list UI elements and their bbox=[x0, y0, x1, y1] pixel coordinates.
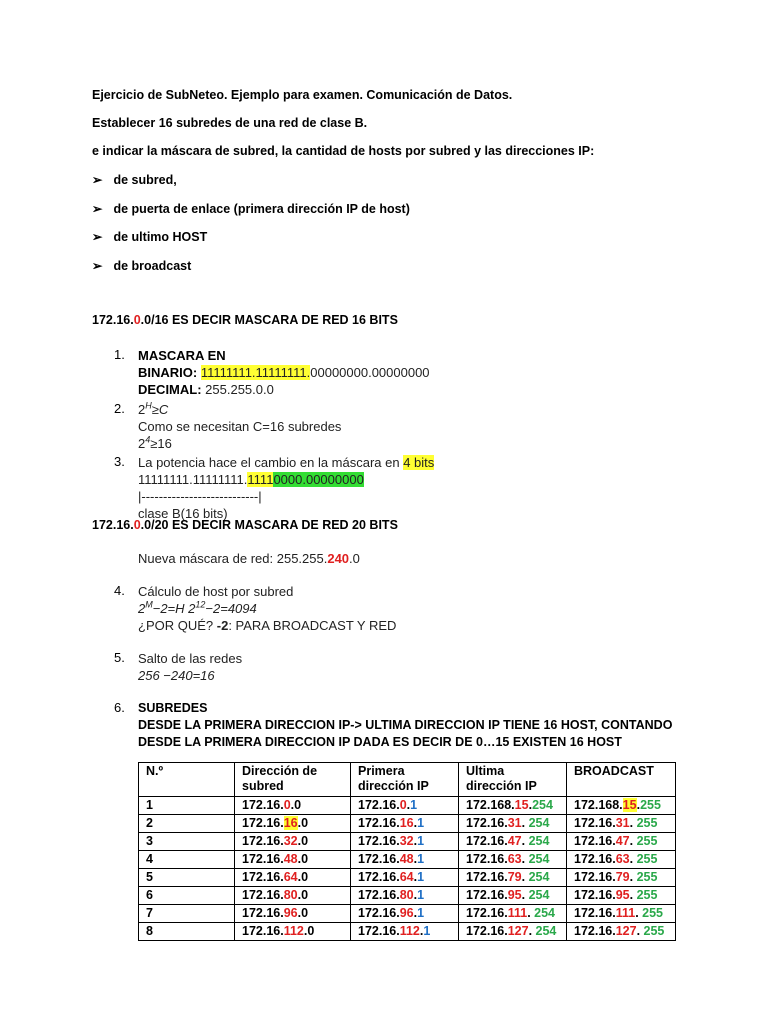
cell-number bbox=[139, 923, 235, 941]
highlight-4-bits: 4 bits bbox=[403, 455, 435, 470]
ip-part: .0 bbox=[303, 924, 315, 938]
ruler-line: |---------------------------| bbox=[138, 489, 262, 504]
bullet-item bbox=[92, 172, 177, 187]
cell-subnet bbox=[235, 851, 351, 869]
cell-number bbox=[139, 869, 235, 887]
ip-octet-red: 96 bbox=[399, 906, 414, 920]
formula: $2^M-2=H$ $2^{12}-2=4094$ bbox=[138, 599, 257, 616]
table-header-row bbox=[139, 763, 676, 797]
binary-yellow: 1111 bbox=[247, 472, 274, 487]
cell-number bbox=[139, 887, 235, 905]
ip-part: . bbox=[521, 888, 529, 902]
bullet-item bbox=[92, 201, 410, 216]
cell-broadcast bbox=[567, 923, 676, 941]
step-3-text: La potencia hace el cambio en la máscara en 4 bits bbox=[138, 455, 435, 470]
formula: $2^4\ge 16$ bbox=[138, 434, 172, 451]
table-row bbox=[139, 815, 676, 833]
ip-part: 172.16. bbox=[242, 816, 284, 830]
row-number: 2 bbox=[146, 816, 153, 830]
ip-octet-red: 63 bbox=[615, 852, 630, 866]
ip-octet-red: 79 bbox=[507, 870, 522, 884]
heading-text: .0/16 ES DECIR MASCARA DE RED 16 BITS bbox=[140, 313, 398, 327]
step-6-desc: DESDE LA PRIMERA DIRECCION IP DADA ES DECIR DE 0…15 EXISTEN 16 HOST bbox=[138, 735, 622, 749]
bullet-text: de broadcast bbox=[113, 259, 192, 273]
ip-part: 172.16. bbox=[466, 906, 508, 920]
step-number: 6. bbox=[114, 700, 125, 715]
cell-first-ip bbox=[351, 815, 459, 833]
decimal-label: DECIMAL: bbox=[138, 382, 202, 397]
heading-network-16 bbox=[92, 313, 398, 327]
new-mask-line: Nueva máscara de red: 255.255.240.0 bbox=[138, 551, 360, 566]
cell-broadcast bbox=[567, 905, 676, 923]
arrow-bullet-icon: ➢ bbox=[92, 259, 103, 273]
ip-octet-green: 254 bbox=[534, 906, 556, 920]
ip-part: 172.16. bbox=[242, 888, 284, 902]
ip-octet-blue: 1 bbox=[417, 834, 425, 848]
ip-part: 172.16. bbox=[358, 834, 400, 848]
ip-octet-red: 16 bbox=[283, 816, 298, 830]
step-number: 2. bbox=[114, 401, 125, 416]
ip-part: 172.16. bbox=[242, 870, 284, 884]
table-row bbox=[139, 923, 676, 941]
ip-part: 172.16. bbox=[574, 834, 616, 848]
ip-part: . bbox=[629, 888, 637, 902]
column-header: Ultima dirección IP bbox=[459, 763, 567, 797]
cell-last-ip bbox=[459, 815, 567, 833]
ip-part: . bbox=[413, 906, 418, 920]
ip-octet-green: 255 bbox=[636, 816, 658, 830]
ip-part: . bbox=[635, 906, 643, 920]
heading-red-octet: 0 bbox=[133, 313, 141, 327]
cell-subnet bbox=[235, 797, 351, 815]
cell-number bbox=[139, 815, 235, 833]
ip-octet-red: 64 bbox=[283, 870, 298, 884]
ip-octet-blue: 1 bbox=[417, 906, 425, 920]
ip-part: . bbox=[521, 870, 529, 884]
cell-subnet bbox=[235, 815, 351, 833]
ip-octet-red: 112 bbox=[283, 924, 304, 938]
cell-last-ip bbox=[459, 797, 567, 815]
cell-last-ip bbox=[459, 905, 567, 923]
heading-network-20: 172.16.0.0/20 ES DECIR MASCARA DE RED 20 BITS bbox=[92, 518, 398, 532]
ip-octet-red: 31 bbox=[507, 816, 522, 830]
ip-part: . bbox=[413, 834, 418, 848]
intro-line-1: Ejercicio de SubNeteo. Ejemplo para examen. Comunicación de Datos. bbox=[92, 88, 513, 102]
row-number: 1 bbox=[146, 798, 153, 812]
binary-highlight: 11111111.11111111. bbox=[200, 365, 311, 380]
step-4-block bbox=[138, 583, 396, 634]
ip-octet-blue: 1 bbox=[410, 798, 418, 812]
step-6-block bbox=[138, 700, 672, 751]
ip-part: 172.16. bbox=[358, 798, 400, 812]
column-header: Dirección de subred bbox=[235, 763, 351, 797]
ip-part: . bbox=[528, 798, 533, 812]
ip-octet-green: 255 bbox=[643, 924, 665, 938]
ip-octet-green: 255 bbox=[636, 870, 658, 884]
table-row bbox=[139, 869, 676, 887]
table-row bbox=[139, 797, 676, 815]
ip-octet-blue: 1 bbox=[423, 924, 431, 938]
ip-octet-red: 48 bbox=[283, 852, 298, 866]
arrow-bullet-icon: ➢ bbox=[92, 230, 103, 244]
ip-part: 172.16. bbox=[466, 924, 508, 938]
intro-line-2: Establecer 16 subredes de una red de clase B. bbox=[92, 116, 368, 130]
ip-part: .0 bbox=[290, 798, 302, 812]
binary-green: 0000.00000000 bbox=[273, 472, 364, 487]
ip-octet-red: 111 bbox=[615, 906, 636, 920]
cell-number bbox=[139, 851, 235, 869]
ip-octet-green: 255 bbox=[636, 852, 658, 866]
ip-part: . bbox=[521, 852, 529, 866]
ip-octet-red: 79 bbox=[615, 870, 630, 884]
ip-part: .0 bbox=[297, 870, 309, 884]
ip-part: 172.16. bbox=[574, 870, 616, 884]
table-row bbox=[139, 887, 676, 905]
subnets-table bbox=[138, 762, 676, 941]
ip-part: . bbox=[406, 798, 411, 812]
ip-part: . bbox=[629, 852, 637, 866]
binary-label: BINARIO: bbox=[138, 365, 198, 380]
ip-part: 172.16. bbox=[466, 888, 508, 902]
ip-octet-red: 32 bbox=[399, 834, 414, 848]
ip-part: 172.16. bbox=[242, 906, 284, 920]
row-number: 7 bbox=[146, 906, 153, 920]
step-number: 4. bbox=[114, 583, 125, 598]
cell-subnet bbox=[235, 833, 351, 851]
cell-last-ip bbox=[459, 869, 567, 887]
ip-octet-green: 255 bbox=[636, 834, 658, 848]
ip-part: . bbox=[413, 870, 418, 884]
table-row bbox=[139, 833, 676, 851]
cell-broadcast bbox=[567, 797, 676, 815]
ip-octet-green: 254 bbox=[535, 924, 557, 938]
cell-broadcast bbox=[567, 833, 676, 851]
ip-part: 172.16. bbox=[574, 852, 616, 866]
row-number: 5 bbox=[146, 870, 153, 884]
cell-first-ip bbox=[351, 905, 459, 923]
ip-octet-red: 127 bbox=[507, 924, 529, 938]
ip-octet-blue: 1 bbox=[417, 852, 425, 866]
cell-last-ip bbox=[459, 887, 567, 905]
bullet-item bbox=[92, 258, 191, 273]
ip-octet-red: 63 bbox=[507, 852, 522, 866]
ip-part: 172.16. bbox=[358, 852, 400, 866]
cell-first-ip bbox=[351, 797, 459, 815]
bullet-text: de subred, bbox=[113, 173, 177, 187]
ip-part: 172.16. bbox=[466, 870, 508, 884]
ip-part: . bbox=[629, 816, 637, 830]
ip-part: . bbox=[528, 924, 536, 938]
ip-octet-red: 64 bbox=[399, 870, 414, 884]
decimal-value: 255.255.0.0 bbox=[205, 382, 274, 397]
step-number: 3. bbox=[114, 454, 125, 469]
ip-part: . bbox=[521, 816, 529, 830]
ip-part: . bbox=[413, 888, 418, 902]
table-row bbox=[139, 851, 676, 869]
ip-part: . bbox=[527, 906, 535, 920]
ip-octet-green: 254 bbox=[528, 852, 550, 866]
ip-part: . bbox=[636, 924, 644, 938]
table-row bbox=[139, 905, 676, 923]
step-2-text: Como se necesitan C=16 subredes bbox=[138, 419, 342, 434]
ip-part: 172.16. bbox=[574, 888, 616, 902]
why-line: ¿POR QUÉ? -2: PARA BROADCAST Y RED bbox=[138, 618, 397, 633]
ip-part: . bbox=[413, 852, 418, 866]
ip-octet-red: 16 bbox=[399, 816, 414, 830]
ip-part: .0 bbox=[297, 906, 309, 920]
cell-subnet bbox=[235, 887, 351, 905]
ip-part: 172.16. bbox=[358, 870, 400, 884]
step-1-block bbox=[138, 347, 430, 398]
step-1-title: MASCARA EN bbox=[138, 348, 226, 363]
ip-part: . bbox=[636, 798, 641, 812]
ip-part: 172.16. bbox=[242, 852, 284, 866]
ip-part: . bbox=[629, 870, 637, 884]
step-3-block bbox=[138, 454, 434, 522]
ip-octet-red: 15 bbox=[514, 798, 529, 812]
ip-part: 172.16. bbox=[358, 888, 400, 902]
cell-broadcast bbox=[567, 815, 676, 833]
step-6-desc: DESDE LA PRIMERA DIRECCION IP-> ULTIMA DIRECCION IP TIENE 16 HOST, CONTANDO bbox=[138, 718, 673, 732]
ip-octet-red: 32 bbox=[283, 834, 298, 848]
ip-part: 172.16. bbox=[358, 816, 400, 830]
ip-part: 172.16. bbox=[466, 834, 508, 848]
ip-part: 172.16. bbox=[358, 906, 400, 920]
cell-first-ip bbox=[351, 887, 459, 905]
ip-octet-red: 31 bbox=[615, 816, 630, 830]
cell-subnet bbox=[235, 923, 351, 941]
ip-octet-red: 96 bbox=[283, 906, 298, 920]
ip-octet-red: 0 bbox=[399, 798, 407, 812]
cell-number bbox=[139, 797, 235, 815]
cell-number bbox=[139, 905, 235, 923]
cell-first-ip bbox=[351, 833, 459, 851]
ip-part: . bbox=[419, 924, 424, 938]
ip-octet-red: 0 bbox=[283, 798, 291, 812]
ip-part: 172.16. bbox=[574, 924, 616, 938]
ip-octet-red: 127 bbox=[615, 924, 637, 938]
row-number: 6 bbox=[146, 888, 153, 902]
ip-part: . bbox=[413, 816, 418, 830]
ip-octet-green: 255 bbox=[642, 906, 664, 920]
binary-line bbox=[138, 364, 430, 381]
column-header: BROADCAST bbox=[567, 763, 676, 797]
step-number: 1. bbox=[114, 347, 125, 362]
ip-part: 172.16. bbox=[574, 906, 616, 920]
ip-part: . bbox=[521, 834, 529, 848]
ip-part: . bbox=[629, 834, 637, 848]
ip-octet-red: 95 bbox=[615, 888, 630, 902]
step-4-title: Cálculo de host por subred bbox=[138, 584, 294, 599]
ip-octet-green: 254 bbox=[528, 870, 550, 884]
ip-part: .0 bbox=[297, 816, 309, 830]
ip-part: .0 bbox=[297, 852, 309, 866]
ip-octet-red: 47 bbox=[507, 834, 522, 848]
cell-first-ip bbox=[351, 869, 459, 887]
ip-octet-green: 255 bbox=[640, 798, 661, 812]
ip-octet-blue: 1 bbox=[417, 870, 425, 884]
class-label: clase B(16 bits) bbox=[138, 506, 228, 521]
ip-octet-green: 254 bbox=[528, 816, 550, 830]
ip-part: .0 bbox=[297, 888, 309, 902]
mask-red-octet: 240 bbox=[327, 551, 350, 566]
ip-octet-green: 255 bbox=[636, 888, 658, 902]
ip-octet-blue: 1 bbox=[417, 816, 425, 830]
ip-part: 172.168. bbox=[466, 798, 515, 812]
formula: 256 −240=16 bbox=[138, 668, 215, 683]
ip-octet-green: 254 bbox=[528, 888, 550, 902]
heading-text: 172.16. bbox=[92, 313, 134, 327]
step-5-title: Salto de las redes bbox=[138, 651, 243, 666]
step-5-block bbox=[138, 650, 242, 684]
ip-part: 172.16. bbox=[466, 852, 508, 866]
bullet-text: de ultimo HOST bbox=[113, 230, 208, 244]
formula: $2^H\ge C$ bbox=[138, 400, 169, 417]
row-number: 3 bbox=[146, 834, 153, 848]
ip-part: 172.16. bbox=[242, 924, 284, 938]
cell-broadcast bbox=[567, 887, 676, 905]
ip-octet-red: 95 bbox=[507, 888, 522, 902]
ip-part: 172.16. bbox=[242, 798, 284, 812]
ip-part: 172.168. bbox=[574, 798, 623, 812]
cell-last-ip bbox=[459, 851, 567, 869]
bullet-item bbox=[92, 229, 207, 244]
ip-octet-green: 254 bbox=[528, 834, 550, 848]
cell-first-ip bbox=[351, 923, 459, 941]
ip-part: 172.16. bbox=[466, 816, 508, 830]
cell-last-ip bbox=[459, 923, 567, 941]
cell-broadcast bbox=[567, 869, 676, 887]
ip-octet-blue: 1 bbox=[417, 888, 425, 902]
cell-subnet bbox=[235, 905, 351, 923]
ip-octet-red: 80 bbox=[399, 888, 414, 902]
ip-part: 172.16. bbox=[242, 834, 284, 848]
ip-octet-red: 111 bbox=[507, 906, 528, 920]
ip-octet-red: 15 bbox=[622, 798, 637, 812]
binary-rest: 00000000.00000000 bbox=[310, 365, 430, 380]
step-number: 5. bbox=[114, 650, 125, 665]
decimal-line bbox=[138, 381, 430, 398]
intro-line-3: e indicar la máscara de subred, la cantidad de hosts por subred y las direcciones IP: bbox=[92, 144, 595, 158]
arrow-bullet-icon: ➢ bbox=[92, 202, 103, 216]
arrow-bullet-icon: ➢ bbox=[92, 173, 103, 187]
ip-octet-red: 48 bbox=[399, 852, 414, 866]
heading-red-octet: 0 bbox=[133, 518, 141, 532]
step-6-title: SUBREDES bbox=[138, 701, 208, 715]
ip-octet-green: 254 bbox=[532, 798, 553, 812]
bullet-text: de puerta de enlace (primera dirección IP de host) bbox=[113, 202, 410, 216]
row-number: 4 bbox=[146, 852, 153, 866]
cell-subnet bbox=[235, 869, 351, 887]
cell-last-ip bbox=[459, 833, 567, 851]
step-2-block bbox=[138, 401, 341, 452]
ip-part: .0 bbox=[297, 834, 309, 848]
ip-part: 172.16. bbox=[574, 816, 616, 830]
column-header: Primera dirección IP bbox=[351, 763, 459, 797]
cell-number bbox=[139, 833, 235, 851]
cell-broadcast bbox=[567, 851, 676, 869]
row-number: 8 bbox=[146, 924, 153, 938]
column-header: N.º bbox=[139, 763, 235, 797]
ip-octet-red: 80 bbox=[283, 888, 298, 902]
ip-octet-red: 47 bbox=[615, 834, 630, 848]
ip-octet-red: 112 bbox=[399, 924, 420, 938]
cell-first-ip bbox=[351, 851, 459, 869]
ip-part: 172.16. bbox=[358, 924, 400, 938]
binary-mask-20: 11111111.11111111.11110000.00000000 bbox=[138, 472, 364, 487]
